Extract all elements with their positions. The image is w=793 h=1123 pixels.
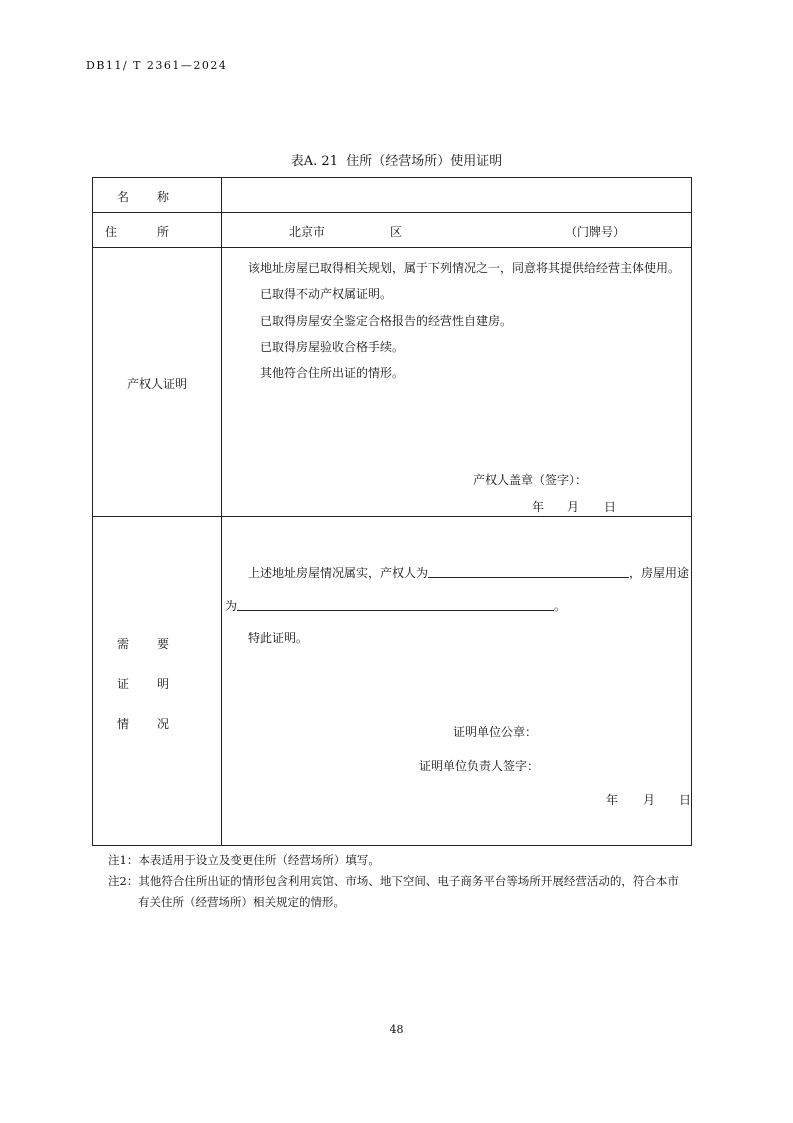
need-statement-line1: 上述地址房屋情况属实，产权人为 ，房屋用途 <box>248 566 690 580</box>
owner-date-year: 年 <box>532 500 545 514</box>
need-label-3: 情况 <box>116 717 197 731</box>
owner-option: 已取得不动产权属证明。 <box>260 287 393 301</box>
owner-option: 已取得房屋验收合格手续。 <box>260 340 405 354</box>
owner-option: 其他符合住所出证的情形。 <box>260 366 405 380</box>
need-unit-sign: 证明单位负责人签字： <box>419 759 540 773</box>
need-statement-line2: 为 。 <box>225 599 567 613</box>
address-doorplate: （门牌号） <box>565 225 626 239</box>
column-divider <box>221 178 222 845</box>
owner-intro: 该地址房屋已取得相关规划，属于下列情况之一，同意将其提供给经营主体使用。 <box>248 261 681 275</box>
row-divider <box>93 516 691 517</box>
notes <box>108 850 679 913</box>
name-field[interactable] <box>223 179 691 211</box>
need-special-proof: 特此证明。 <box>248 631 309 645</box>
table-title-prefix: 表 <box>290 154 304 169</box>
row-divider <box>93 247 691 248</box>
owner-seal-label: 产权人盖章（签字）： <box>473 473 588 487</box>
owner-date-month: 月 <box>567 500 580 514</box>
need-date-month: 月 <box>643 793 656 807</box>
need-unit-seal: 证明单位公章： <box>453 725 538 739</box>
table-title-text: 住所（经营场所）使用证明 <box>346 154 503 169</box>
certificate-table <box>92 177 692 846</box>
owner-proof-label: 产权人证明 <box>126 377 187 391</box>
owner-option: 已取得房屋安全鉴定合格报告的经营性自建房。 <box>260 314 513 328</box>
note-2: 注2：其他符合住所出证的情形包含利用宾馆、市场、地下空间、电子商务平台等场所开展经营活动的，符合本市 <box>108 874 679 888</box>
need-date-year: 年 <box>606 793 619 807</box>
note-1: 注1：本表适用于设立及变更住所（经营场所）填写。 <box>108 853 380 867</box>
owner-name-blank[interactable] <box>428 565 629 578</box>
document-code: DB11/ T 2361—2024 <box>86 59 228 72</box>
address-label: 住所 <box>104 225 209 239</box>
need-date-day: 日 <box>679 793 692 807</box>
row-divider <box>93 212 691 213</box>
house-use-blank[interactable] <box>237 598 554 611</box>
address-district: 区 <box>390 225 403 239</box>
note-2-continued: 有关住所（经营场所）相关规定的情形。 <box>138 895 345 909</box>
need-label-2: 证明 <box>116 677 197 691</box>
name-label: 名称 <box>116 190 197 204</box>
page-number: 48 <box>389 1023 404 1036</box>
need-label-1: 需要 <box>116 637 197 651</box>
table-title <box>0 150 793 169</box>
address-city: 北京市 <box>289 225 326 239</box>
owner-date-day: 日 <box>604 500 617 514</box>
table-title-number: A. 21 <box>303 154 338 169</box>
